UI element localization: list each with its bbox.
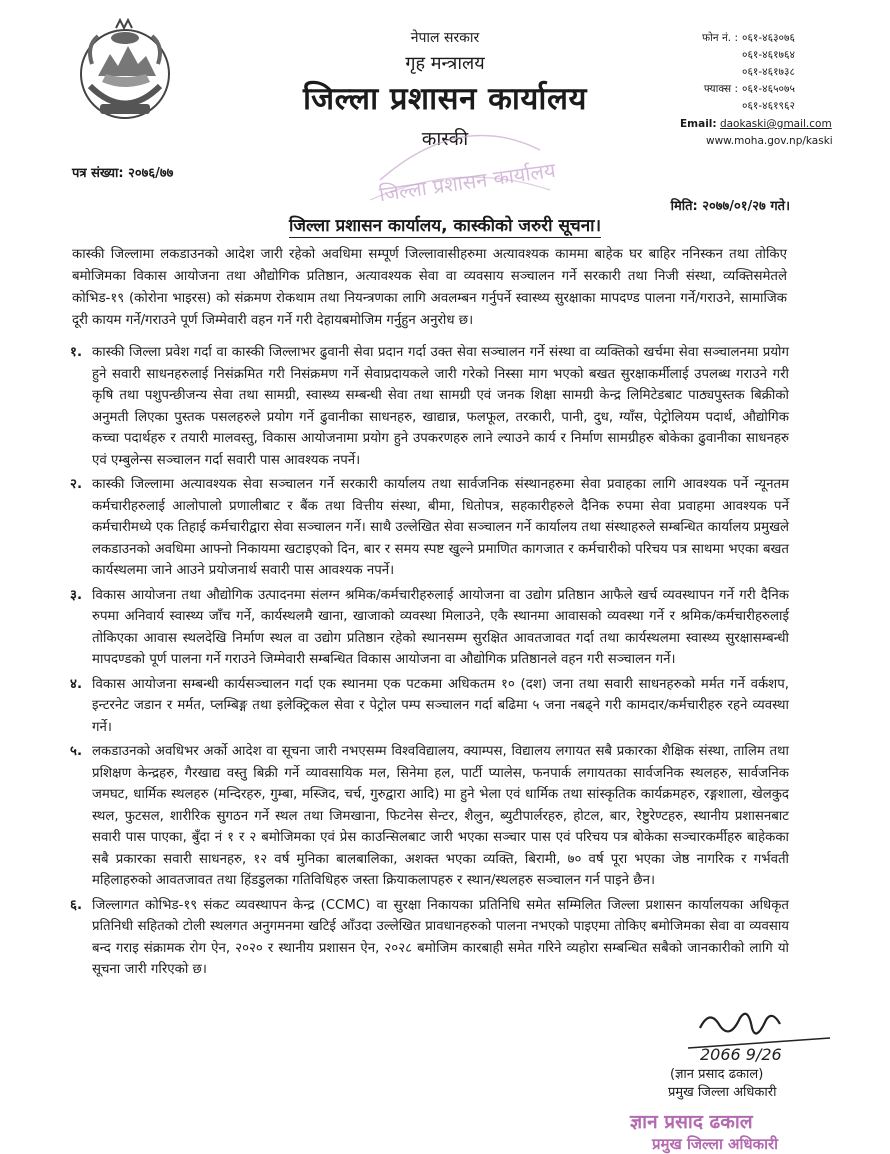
fax-label: फ्याक्स :	[703, 83, 738, 95]
fax-2: ०६१-४६१९६२	[742, 100, 795, 112]
handwritten-date: 2066 9/26	[700, 1045, 782, 1064]
date-label: मिति:	[670, 199, 698, 214]
nepal-emblem-icon	[70, 16, 180, 126]
letter-date	[671, 196, 790, 214]
date-value: २०७७/०१/२७ गते।	[702, 199, 790, 214]
district-name: कास्की	[421, 128, 469, 150]
list-item: १. कास्की जिल्ला प्रवेश गर्दा वा कास्की जिल्लाभर ढुवानी सेवा प्रदान गर्दा उक्त सेवा सञ्चालन गर्ने संस्था वा व्यक्तिको खर्चमा सेवा सञ्चालनमा प्रयोग हुने सवारी साधनहरुलाई निसंक्रमित गरी निसंक्रमण गर्ने सेवाप्रदायकले जारी गरेको निस्सा माग भएको बखत सुरक्षाकर्मीलाई उपलब्ध गराउने गरी कृषि तथा पशुपन्छीजन्य सेवा तथा सामग्री, स्वास्थ्य सम्बन्धी सेवा तथा सामग्री एवं जनक शिक्षा सामग्री केन्द्र लिमिटेडबाट पाठ्यपुस्तक बिक्रीको अनुमती लिएका पुस्तक पसलहरुले प्रयोग गर्ने ढुवानीका साधनहरु, खाद्यान्न, फलफूल, तरकारी, पानी, दुध, ग्याँस, पेट्रोलियम पदार्थ, औद्योगिक कच्चा पदार्थहरु र तयारी मालवस्तु, विकास आयोजनामा प्रयोग हुने उपकरणहरु लाने ल्याउने कार्य र निर्माण सामग्रीहरु बोकेका ढुवानीका साधनहरु एवं एम्बुलेन्स सञ्चालन गर्दा सवारी पास आवश्यक नपर्ने।	[70, 345, 789, 468]
list-item: ३. विकास आयोजना तथा औद्योगिक उत्पादनमा संलग्न श्रमिक/कर्मचारीहरुलाई आयोजना वा उद्योग प्रतिष्ठान आफैले खर्च व्यवस्थापन गर्ने गरी दैनिक रुपमा अनिवार्य स्वास्थ्य जाँच गर्ने, कार्यस्थलमै खाना, खाजाको व्यवस्था मिलाउने, एकै स्थानमा आवासको व्यवस्था गर्ने र श्रमिक/कर्मचारीहरुलाई तोकिएका आवास स्थलदेखि निर्माण स्थल वा उद्योग प्रतिष्ठान रहेको स्थानसम्म सुरक्षित आवतजावत गर्दा तथा कार्यस्थलमा स्वास्थ्य सुरक्षासम्बन्धी मापदण्डको पूर्ण पालना गर्ने गराउने जिम्मेवारी सम्बन्धित विकास आयोजना वा औद्योगिक प्रतिष्ठानले वहन गरी सञ्चालन गर्ने।	[70, 587, 789, 667]
reference-number	[72, 163, 173, 181]
list-item: २. कास्की जिल्लामा अत्यावश्यक सेवा सञ्चालन गर्ने सरकारी कार्यालय तथा सार्वजनिक संस्थानहरुमा सेवा प्रवाहका लागि आवश्यक पर्ने न्यूनतम कर्मचारीहरुलाई आलोपालो प्रणालीबाट र बैंक तथा वित्तीय संस्था, बीमा, धितोपत्र, सहकारीहरुले दैनिक रुपमा सेवा प्रवाहमा आवश्यक पर्ने कर्मचारीमध्ये एक तिहाई कर्मचारीद्वारा सेवा सञ्चालन गर्ने। साथै उल्लेखित सेवा सञ्चालन गर्ने कार्यालय तथा संस्थाहरुले सम्बन्धित कार्यालय प्रमुखले लकडाउनको अवधिमा आफ्नो निकायमा खटाइएको दिन, बार र समय स्पष्ट खुल्ने प्रमाणित कागजात र कर्मचारीको परिचय पत्र साथमा भएका बखत कार्यस्थलमा जाने आउने प्रयोजनार्थ सवारी पास आवश्यक नपर्ने।	[70, 477, 789, 578]
phone-2: ०६१-४६१७६४	[742, 49, 795, 61]
name-stamp: ज्ञान प्रसाद ढकाल	[630, 1111, 753, 1133]
signatory-name: (ज्ञान प्रसाद ढकाल)	[670, 1067, 764, 1082]
phone-label: फोन नं. :	[701, 32, 738, 44]
email-label: Email:	[680, 118, 717, 130]
list-item: ६. जिल्लागत कोभिड-१९ संकट व्यवस्थापन केन्द्र (CCMC) वा सुरक्षा निकायका प्रतिनिधि समेत सम्मिलित जिल्ला प्रशासन कार्यालयका अधिकृत प्रतिनिधी सहितको टोली स्थलगत अनुगमनमा खटिई आँउदा उल्लेखित प्रावधानहरुको पालना नभएको पाइएमा तोकिए बमोजिमका सेवा वा व्यवसाय बन्द गराइ संक्रामक रोग ऐन, २०२० र स्थानीय प्रशासन ऐन, २०२८ बमोजिम कारबाही समेत गरिने व्यहोरा सम्बन्धित सबैको जानकारीको लागि यो सूचना जारी गरिएको छ।	[70, 897, 789, 977]
email-link[interactable]: daokaski@gmail.com	[719, 118, 832, 130]
phone-3: ०६१-४६१७३८	[742, 66, 795, 78]
phone-1: ०६१-४६३०७६	[742, 32, 795, 44]
fax-1: ०६१-४६५०७५	[742, 83, 795, 95]
website-link[interactable]: www.moha.gov.np/kaski	[706, 135, 833, 147]
ref-value: २०७६/७७	[128, 166, 174, 181]
list-item: ५. लकडाउनको अवधिभर अर्को आदेश वा सूचना जारी नभएसम्म विश्वविद्यालय, क्याम्पस, विद्यालय लगायत सबै प्रकारका शैक्षिक संस्था, तालिम तथा प्रशिक्षण केन्द्रहरु, गैरखाद्य वस्तु बिक्री गर्ने व्यावसायिक मल, सिनेमा हल, पार्टी प्यालेस, फनपार्क लगायतका सार्वजनिक स्थलहरु, सार्वजनिक जमघट, धार्मिक स्थलहरु (मन्दिरहरु, गुम्बा, मस्जिद, चर्च, गुरुद्वारा आदि) मा हुने भेला एवं धार्मिक तथा सांस्कृतिक कार्यक्रमहरु, रङ्गशाला, खेलकुद स्थल, फुटसल, शारीरिक सुगठन गर्ने स्थल तथा जिमखाना, फिटनेस सेन्टर, शैलुन, ब्युटीपार्लरहरु, होटल, बार, रेष्टुरेण्टहरु, स्थानीय प्रशासनबाट सवारी पास पाएका, बुँदा नं १ र २ बमोजिमका एवं प्रेस काउन्सिलबाट जारी भएका सञ्चार पास एवं परिचय पत्र बोकेका सञ्चारकर्मीहरु बाहेकका सबै प्रकारका सवारी साधनहरु, १२ वर्ष मुनिका बालबालिका, अशक्त भएका व्यक्ति, बिरामी, ७० वर्ष पूरा भएका जेष्ठ नागरिक र गर्भवती महिलाहरुको आवतजावत तथा हिंडडुलका गतिविधिहरु जस्ता क्रियाकलापहरु र स्थान/स्थलहरु सञ्चालन गर्न पाइने छैन।	[70, 744, 789, 888]
title-stamp: प्रमुख जिल्ला अधिकारी	[652, 1135, 779, 1153]
notice-title: जिल्ला प्रशासन कार्यालय, कास्कीको जरुरी सूचना।	[288, 216, 602, 236]
government-name: नेपाल सरकार	[410, 30, 480, 46]
ref-label: पत्र संख्या:	[72, 166, 124, 181]
list-item: ४. विकास आयोजना सम्बन्धी कार्यसञ्चालन गर्दा एक स्थानमा एक पटकमा अधिकतम १० (दश) जना तथा सवारी साधनहरुको मर्मत गर्ने वर्कशप, इन्टरनेट जडान र मर्मत, प्लम्बिङ्ग तथा इलेक्ट्रिकल सेवा र पेट्रोल पम्प सञ्चालन गर्दा बढिमा ५ जना नबढ्ने गरी कामदार/कर्मचारीहरु रहने व्यवस्था गर्ने।	[70, 676, 789, 735]
ministry-name: गृह मन्त्रालय	[405, 53, 485, 74]
signatory-title: प्रमुख जिल्ला अधिकारी	[668, 1085, 777, 1100]
svg-text:जिल्ला प्रशासन कार्यालय: जिल्ला प्रशासन कार्यालय	[377, 157, 557, 207]
office-stamp	[360, 120, 560, 210]
notice-items	[34, 342, 789, 984]
intro-paragraph: कास्की जिल्लामा लकडाउनको आदेश जारी रहेको अवधिमा सम्पूर्ण जिल्लावासीहरुमा अत्यावश्यक काममा बाहेक घर बाहिर ननिस्कन तथा तोकिए बमोजिमका विकास आयोजना तथा औद्योगिक प्रतिष्ठान, अत्यावश्यक सेवा वा व्यवसाय सञ्चालन गर्ने सरकारी तथा निजी संस्था, व्यक्तिसमेतले कोभिड-१९ (कोरोना भाइरस) को संक्रमण रोकथाम तथा नियन्त्रणका लागि अवलम्बन गर्नुपर्ने स्वास्थ्य सुरक्षाका मापदण्ड पालना गर्ने/गराउने, सामाजिक दूरी कायम गर्ने/गराउने पूर्ण जिम्मेवारी वहन गर्ने गरी देहायबमोजिम गर्नुहुन अनुरोध छ।	[72, 247, 787, 328]
contact-block	[680, 30, 880, 150]
office-name: जिल्ला प्रशासन कार्यालय	[303, 81, 587, 117]
